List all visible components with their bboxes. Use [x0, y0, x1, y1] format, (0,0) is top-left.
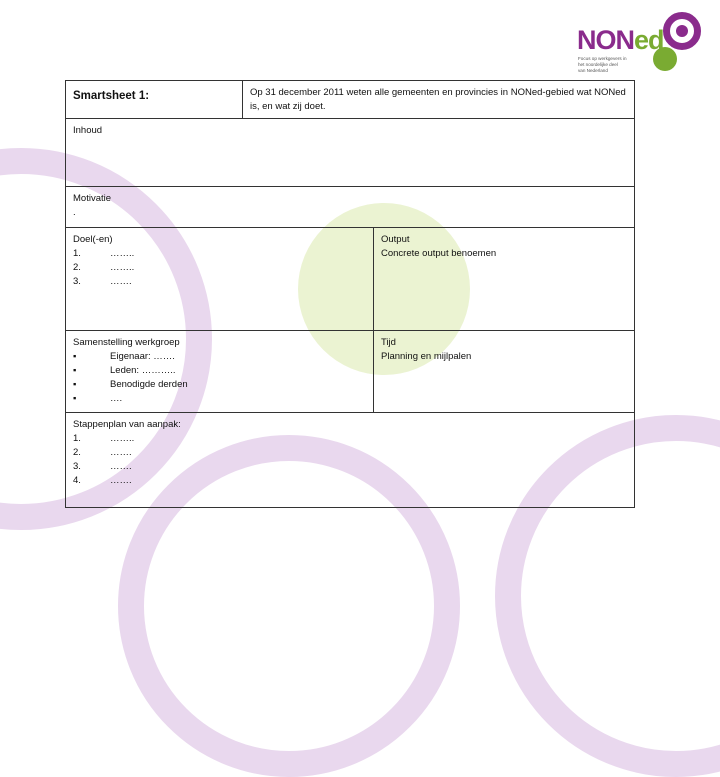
tijd-label: Tijd [381, 337, 396, 348]
motivatie-cell [66, 186, 635, 227]
stappenplan-cell [66, 412, 635, 508]
werkgroep-item: ▪ Benodigde derden [73, 379, 188, 390]
tijd-cell [373, 330, 635, 412]
noned-logo [577, 12, 707, 78]
stappenplan-label: Stappenplan van aanpak: [73, 419, 181, 430]
bullet-icon: ▪ [73, 351, 77, 362]
bullet-icon: ▪ [73, 393, 77, 404]
werkgroep-item: ▪ …. [73, 393, 123, 404]
output-cell [373, 227, 635, 330]
motivatie-label: Motivatie [73, 193, 112, 204]
logo-wordmark: NONed [577, 25, 664, 55]
doel-item: 2. …….. [73, 262, 135, 273]
sheet-title: Smartsheet 1: [73, 90, 150, 102]
stap-item: 1. …….. [73, 433, 135, 444]
smartsheet-table [65, 80, 635, 508]
bullet-icon: ▪ [73, 379, 77, 390]
werkgroep-item: ▪ Eigenaar: ……. [73, 351, 175, 362]
inhoud-label: Inhoud [73, 125, 103, 136]
output-text: Concrete output benoemen [381, 248, 497, 259]
tijd-text: Planning en mijlpalen [381, 351, 472, 362]
logo-tagline-2: het noordelijke deel [578, 62, 618, 67]
logo-dot-icon [676, 25, 688, 37]
stap-item: 4. ……. [73, 475, 132, 486]
inhoud-cell [66, 118, 635, 186]
logo-tagline-1: Focus op werkgevers in [578, 56, 627, 61]
stap-item: 3. ……. [73, 461, 132, 472]
stap-item: 2. ……. [73, 447, 132, 458]
output-label: Output [381, 234, 410, 245]
goal-statement: Op 31 december 2011 weten alle gemeenten en provincies in NONed-gebied wat NONed is, en wat zij doet. [242, 81, 635, 118]
werkgroep-label: Samenstelling werkgroep [73, 337, 180, 348]
werkgroep-cell [66, 330, 373, 412]
doelen-label: Doel(-en) [73, 234, 113, 245]
doelen-cell [66, 227, 373, 330]
bullet-icon: ▪ [73, 365, 77, 376]
logo-tagline-3: van Nederland [578, 68, 608, 73]
motivatie-text: . [73, 207, 76, 218]
doel-item: 3. ……. [73, 276, 132, 287]
doel-item: 1. …….. [73, 248, 135, 259]
werkgroep-item: ▪ Leden: ……….. [73, 365, 176, 376]
